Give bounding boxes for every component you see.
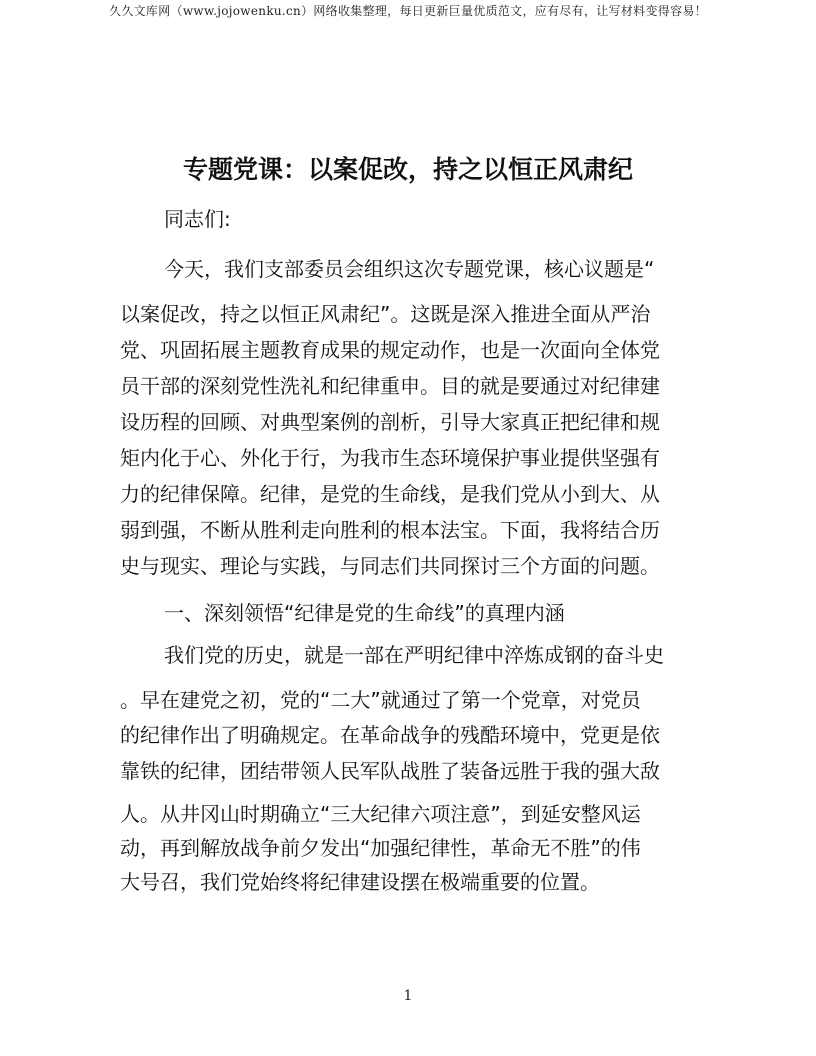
paragraph-line: 史与现实、理论与实践，与同志们共同探讨三个方面的问题。	[120, 554, 660, 578]
paragraph-line: 。早在建党之初，党的“二大”就通过了第一个党章，对党员	[120, 688, 641, 712]
salutation: 同志们:	[164, 207, 231, 231]
page-number: 1	[403, 988, 413, 1004]
paragraph-line: 设历程的回顾、对典型案例的剖析，引导大家真正把纪律和规	[120, 410, 660, 434]
paragraph-line: 我们党的历史，就是一部在严明纪律中淬炼成钢的奋斗史	[164, 643, 664, 667]
paragraph-line: 矩内化于心、外化于行，为我市生态环境保护事业提供坚强有	[120, 446, 660, 470]
document-title: 专题党课：以案促改，持之以恒正风肃纪	[182, 155, 633, 184]
paragraph-line: 大号召，我们党始终将纪律建设摆在极端重要的位置。	[120, 870, 600, 894]
paragraph-line: 今天，我们支部委员会组织这次专题党课，核心议题是“	[164, 257, 655, 281]
paragraph-line: 动，再到解放战争前夕发出“加强纪律性，革命无不胜”的伟	[120, 836, 641, 860]
paragraph-line: 靠铁的纪律，团结带领人民军队战胜了装备远胜于我的强大敌	[120, 759, 660, 783]
paragraph-line: 员干部的深刻党性洗礼和纪律重申。目的就是要通过对纪律建	[120, 374, 660, 398]
paragraph-line: 人。从井冈山时期确立“三大纪律六项注意”，到延安整风运	[120, 802, 641, 826]
paragraph-line: 力的纪律保障。纪律，是党的生命线，是我们党从小到大、从	[120, 482, 660, 506]
site-header-banner: 久久文库网（www.jojowenku.cn）网络收集整理，每日更新巨量优质范文，应有尽有，让写材料变得容易！	[109, 4, 707, 18]
paragraph-line: 党、巩固拓展主题教育成果的规定动作，也是一次面向全体党	[120, 338, 660, 362]
section-heading: 一、深刻领悟“纪律是党的生命线”的真理内涵	[164, 601, 565, 625]
paragraph-line: 弱到强，不断从胜利走向胜利的根本法宝。下面，我将结合历	[120, 518, 660, 542]
paragraph-line: 以案促改，持之以恒正风肃纪”。这既是深入推进全面从严治	[120, 302, 651, 326]
paragraph-line: 的纪律作出了明确规定。在革命战争的残酷环境中，党更是依	[120, 723, 660, 747]
